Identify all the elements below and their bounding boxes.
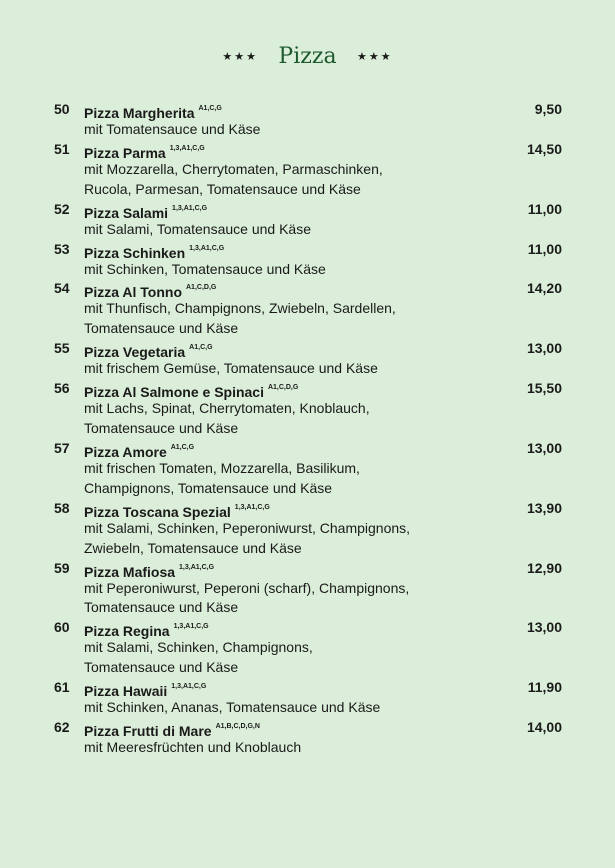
item-description: mit Salami, Schinken, Peperoniwurst, Champignons, [84,519,411,536]
item-name-group [84,558,214,582]
menu-item-header [0,278,615,301]
item-description: mit Mozzarella, Cherrytomaten, Parmaschinken, [84,160,383,177]
item-description: mit Schinken, Tomatensauce und Käse [84,260,326,277]
item-number: 57 [54,439,70,456]
menu-item [0,378,615,438]
item-name-group [84,338,213,362]
menu-item [0,239,615,279]
item-price: 14,00 [526,719,562,736]
allergen-codes: A1,C,D,G [267,384,299,392]
item-number: 50 [54,101,70,117]
item-description: mit frischen Tomaten, Mozzarella, Basilikum, [84,459,360,476]
item-number: 62 [54,719,70,736]
item-name: Pizza Al Salmone e Spinaci [84,384,264,401]
item-name: Pizza Parma [84,144,166,161]
item-name-group [84,677,206,701]
item-description: mit Meeresfrüchten und Knoblauch [84,739,302,755]
allergen-codes: A1,C,G [170,443,195,451]
item-price: 15,50 [526,380,562,397]
item-description: mit Lachs, Spinat, Cherrytomaten, Knoblauch, [84,400,370,417]
pizza-menu-list [0,99,615,757]
item-price: 13,00 [526,619,562,636]
menu-item-header [0,717,615,740]
menu-item [0,199,615,239]
allergen-codes: 1,3,A1,C,G [172,204,208,212]
item-number: 59 [54,559,70,576]
item-price: 14,50 [526,140,562,157]
item-description: Rucola, Parmesan, Tomatensauce und Käse [84,180,361,197]
item-name: Pizza Salami [84,204,169,221]
item-name-group [84,438,194,462]
item-name: Pizza Schinken [84,244,186,261]
item-description: mit Tomatensauce und Käse [84,120,261,137]
item-price: 11,90 [527,679,562,696]
item-description: Tomatensauce und Käse [84,599,239,616]
item-price: 12,90 [526,559,562,576]
item-name: Pizza Al Tonno [84,284,182,301]
menu-item-header [0,677,615,700]
item-description: Zwiebeln, Tomatensauce und Käse [84,539,302,556]
menu-item-header [0,378,615,401]
item-description: mit frischem Gemüse, Tomatensauce und Käse [84,360,378,377]
item-number: 60 [54,619,70,636]
menu-item-header [0,558,615,578]
item-description: mit Thunfisch, Champignons, Zwiebeln, Sardellen, [84,300,396,317]
allergen-codes: 1,3,A1,C,G [169,144,205,152]
item-price: 13,00 [526,340,562,357]
item-name-group [84,498,270,522]
item-number: 56 [54,380,70,397]
stars-right-decoration: ★★★ [357,51,393,63]
item-name: Pizza Toscana Spezial [84,503,231,520]
item-name: Pizza Hawaii [84,683,168,700]
menu-item-header [0,199,615,219]
section-title: Pizza [278,44,337,69]
item-price: 14,20 [526,280,562,297]
item-price: 11,00 [527,200,562,217]
menu-item [0,338,615,378]
allergen-codes: 1,3,A1,C,G [171,683,207,691]
item-name: Pizza Regina [84,623,170,640]
menu-item [0,617,615,677]
item-name: Pizza Vegetaria [84,344,186,361]
menu-item [0,677,615,717]
item-name: Pizza Frutti di Mare [84,723,212,740]
item-name-group [84,239,224,263]
allergen-codes: 1,3,A1,C,G [179,563,215,571]
item-price: 13,00 [526,439,562,456]
item-description: mit Peperoniwurst, Peperoni (scharf), Champignons, [84,579,410,596]
item-description: Champignons, Tomatensauce und Käse [84,479,333,496]
item-name-group [84,717,260,741]
item-number: 58 [54,499,70,516]
menu-item-header [0,239,615,259]
item-number: 51 [54,140,70,157]
stars-left-decoration: ★★★ [222,51,258,63]
menu-item [0,438,615,498]
item-price: 9,50 [534,101,562,117]
allergen-codes: A1,B,C,D,G,N [215,723,260,731]
allergen-codes: A1,C,G [198,105,222,112]
menu-item-header [0,498,615,518]
item-name-group [84,99,222,123]
menu-item-header [0,617,615,640]
menu-item [0,717,615,757]
item-description: Tomatensauce und Käse [84,659,239,676]
menu-item-header [0,139,615,159]
section-heading [0,44,615,69]
item-description: Tomatensauce und Käse [84,420,239,436]
allergen-codes: A1,C,D,G [186,284,217,292]
allergen-codes: 1,3,A1,C,G [234,503,270,511]
allergen-codes: 1,3,A1,C,G [173,623,209,631]
item-number: 61 [54,679,70,696]
menu-item [0,498,615,558]
item-name-group [84,139,205,163]
menu-item [0,139,615,199]
item-name: Pizza Margherita [84,105,195,121]
item-description: mit Salami, Schinken, Champignons, [84,639,313,656]
item-description: Tomatensauce und Käse [84,320,239,337]
item-name: Pizza Amore [84,443,167,460]
menu-item [0,278,615,338]
menu-item [0,99,615,139]
menu-item [0,558,615,618]
item-description: mit Schinken, Ananas, Tomatensauce und Käse [84,699,381,716]
allergen-codes: A1,C,G [189,344,213,352]
allergen-codes: 1,3,A1,C,G [189,244,225,252]
item-price: 13,90 [526,499,562,516]
item-number: 54 [54,280,70,297]
item-name-group [84,278,216,302]
item-name-group [84,617,209,641]
item-number: 52 [54,200,70,217]
menu-item-header [0,338,615,361]
item-name-group [84,199,207,223]
item-description: mit Salami, Tomatensauce und Käse [84,220,311,237]
menu-item-header [0,438,615,458]
item-number: 53 [54,240,70,257]
item-name-group [84,378,298,402]
menu-item-header [0,99,615,119]
item-price: 11,00 [527,240,562,257]
item-number: 55 [54,340,70,357]
item-name: Pizza Mafiosa [84,563,176,580]
